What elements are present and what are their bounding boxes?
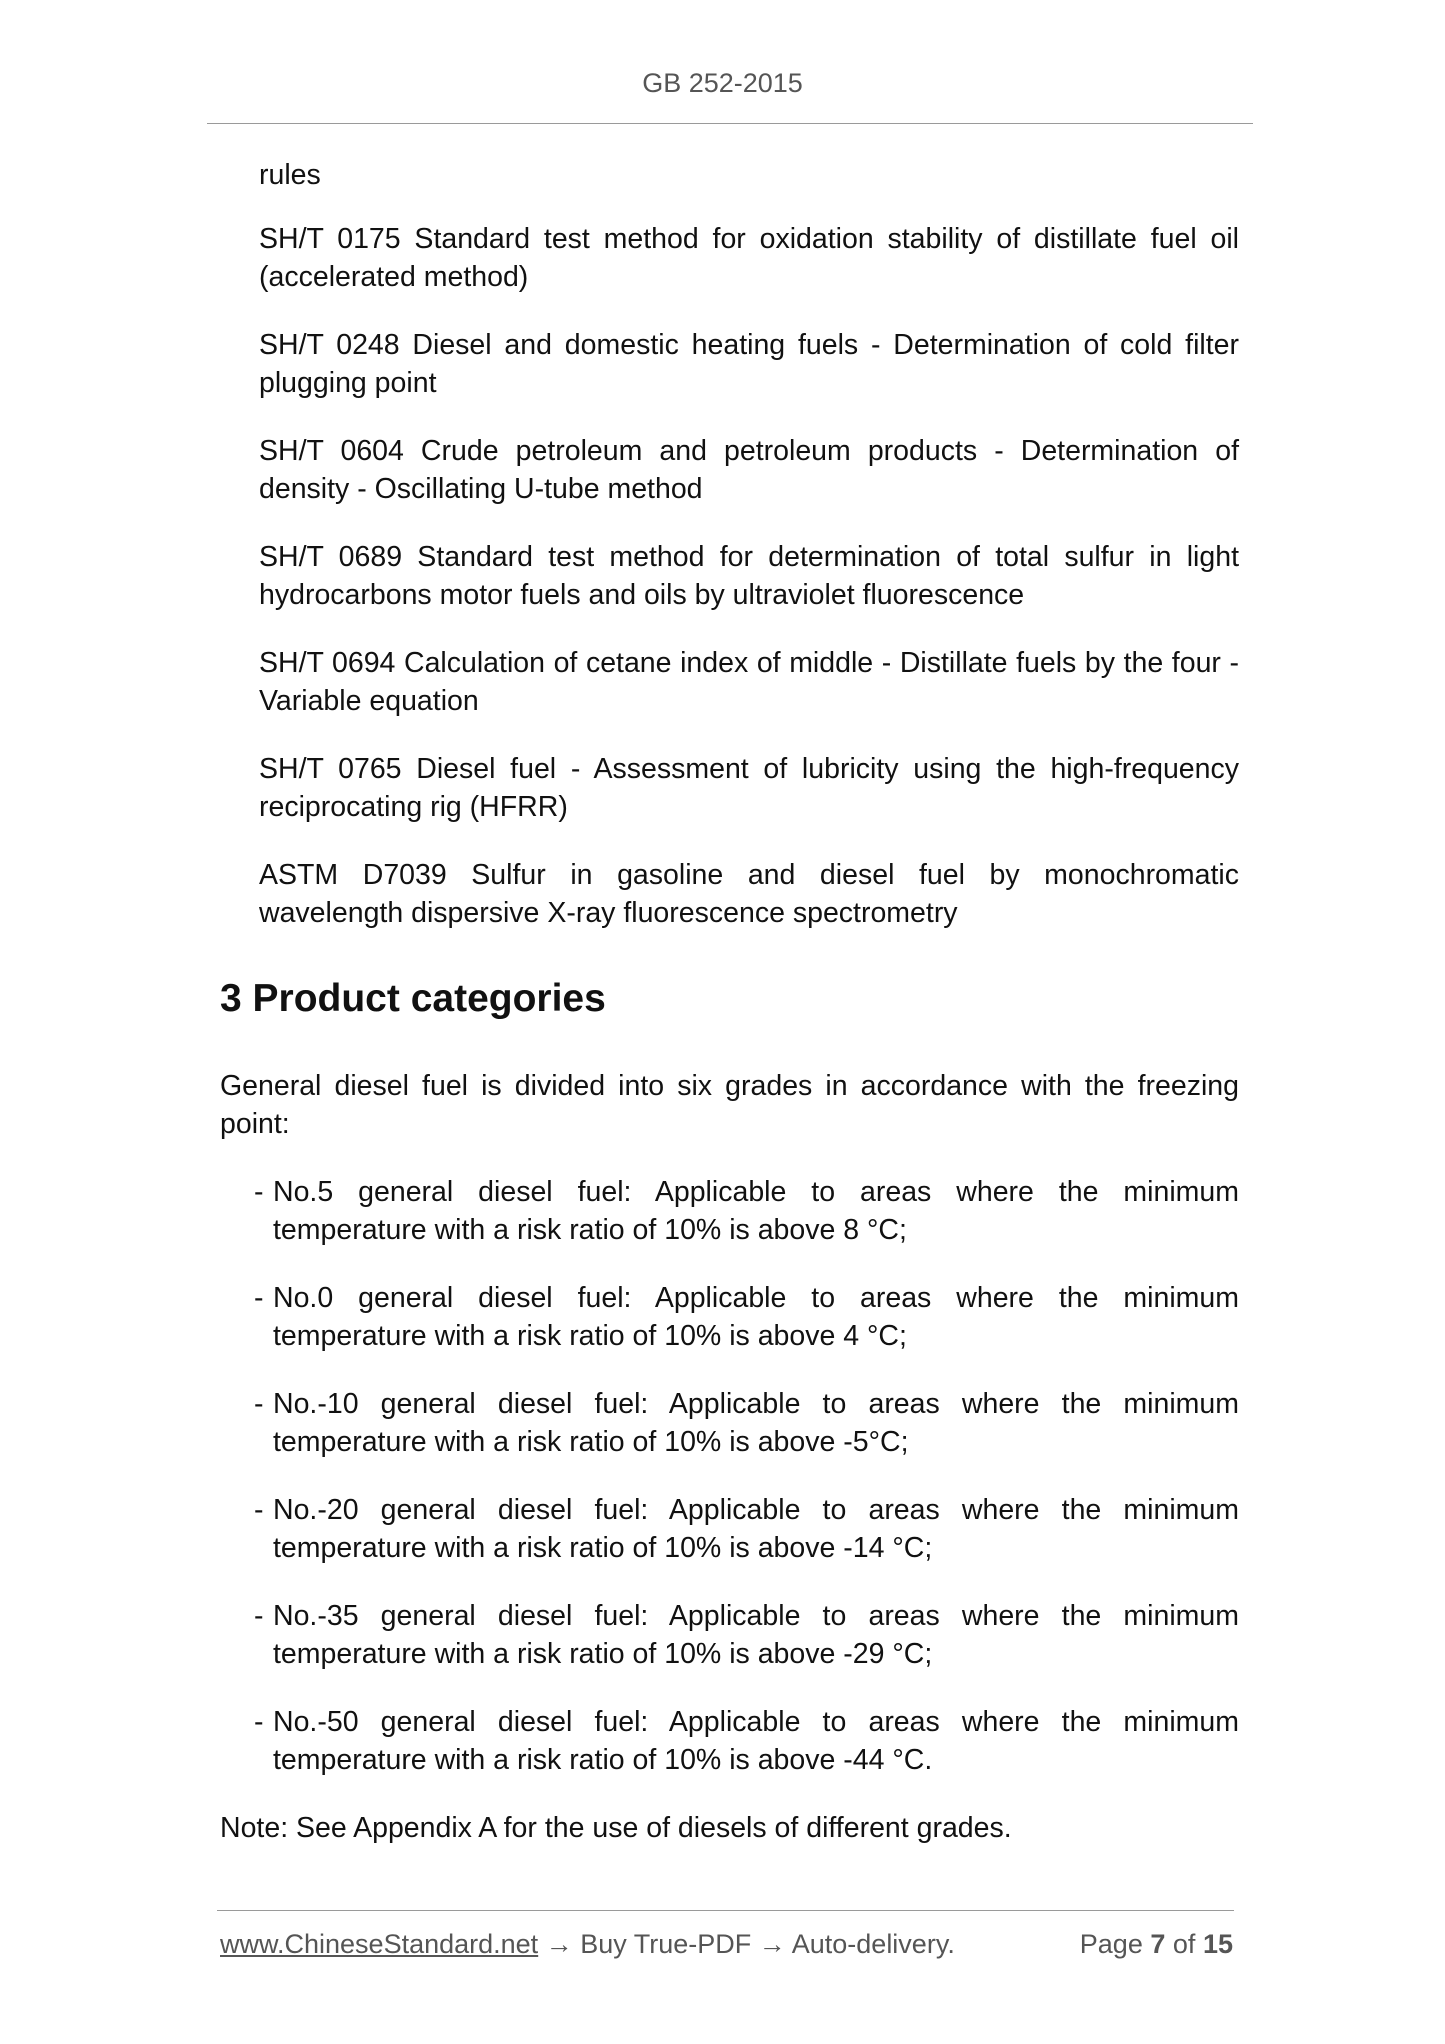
grade-list-item — [220, 1597, 1239, 1673]
footer-promo: → Buy True-PDF → Auto-delivery. — [538, 1929, 955, 1959]
website-link[interactable]: www.ChineseStandard.net — [220, 1929, 539, 1959]
grade-list-item — [220, 1279, 1239, 1355]
grade-list-item — [220, 1173, 1239, 1249]
grade-text: No.-20 general diesel fuel: Applicable to areas where the minimum temperature with a risk ratio of 10% is above -14 °C; — [273, 1494, 1239, 1564]
grade-text: No.0 general diesel fuel: Applicable to areas where the minimum temperature with a risk ratio of 10% is above 4 °C; — [273, 1282, 1239, 1352]
section-heading: 3 Product categories — [220, 977, 606, 1020]
product-categories-section — [220, 975, 1239, 1847]
bullet-dash: - — [254, 1282, 264, 1314]
page-total: 15 — [1202, 1929, 1233, 1959]
grade-list-item — [220, 1385, 1239, 1461]
footer-left — [220, 1929, 955, 1960]
reference-item: SH/T 0175 Standard test method for oxidation stability of distillate fuel oil (accelerated method) — [259, 223, 1239, 293]
reference-item: SH/T 0689 Standard test method for determination of total sulfur in light hydrocarbons motor fuels and oils by ultraviolet fluorescence — [259, 541, 1239, 611]
reference-item: SH/T 0694 Calculation of cetane index of middle - Distillate fuels by the four - Variable equation — [259, 647, 1239, 717]
bullet-dash: - — [254, 1176, 264, 1208]
bullet-dash: - — [254, 1600, 264, 1632]
of-label: of — [1172, 1929, 1196, 1959]
page-header — [0, 68, 1445, 99]
reference-item: rules — [259, 159, 321, 191]
reference-item: SH/T 0765 Diesel fuel - Assessment of lubricity using the high-frequency reciprocating rig (HFRR) — [259, 753, 1239, 823]
grade-list-item — [220, 1703, 1239, 1779]
section-intro: General diesel fuel is divided into six grades in accordance with the freezing point: — [220, 1070, 1239, 1140]
header-divider — [207, 123, 1253, 124]
reference-item: ASTM D7039 Sulfur in gasoline and diesel fuel by monochromatic wavelength dispersive X-ray fluorescence spectrometry — [259, 859, 1239, 929]
page-number: 7 — [1150, 1929, 1166, 1959]
normative-references-list — [259, 156, 1239, 962]
grade-text: No.-35 general diesel fuel: Applicable to areas where the minimum temperature with a risk ratio of 10% is above -29 °C; — [273, 1600, 1239, 1670]
reference-item: SH/T 0604 Crude petroleum and petroleum products - Determination of density - Oscillating U-tube method — [259, 435, 1239, 505]
footer-divider — [217, 1910, 1234, 1911]
grade-text: No.-50 general diesel fuel: Applicable to areas where the minimum temperature with a risk ratio of 10% is above -44 °C. — [273, 1706, 1239, 1776]
grade-list-item — [220, 1491, 1239, 1567]
page-footer — [220, 1929, 1233, 1965]
page-indicator — [1080, 1929, 1233, 1960]
bullet-dash: - — [254, 1388, 264, 1420]
bullet-dash: - — [254, 1706, 264, 1738]
page-label: Page — [1079, 1929, 1143, 1959]
bullet-dash: - — [254, 1494, 264, 1526]
grade-text: No.5 general diesel fuel: Applicable to areas where the minimum temperature with a risk ratio of 10% is above 8 °C; — [273, 1176, 1239, 1246]
document-code: GB 252-2015 — [642, 68, 803, 98]
reference-item: SH/T 0248 Diesel and domestic heating fuels - Determination of cold filter plugging point — [259, 329, 1239, 399]
note-text: Note: See Appendix A for the use of diesels of different grades. — [220, 1812, 1012, 1844]
grade-text: No.-10 general diesel fuel: Applicable to areas where the minimum temperature with a risk ratio of 10% is above -5°C; — [273, 1388, 1239, 1458]
